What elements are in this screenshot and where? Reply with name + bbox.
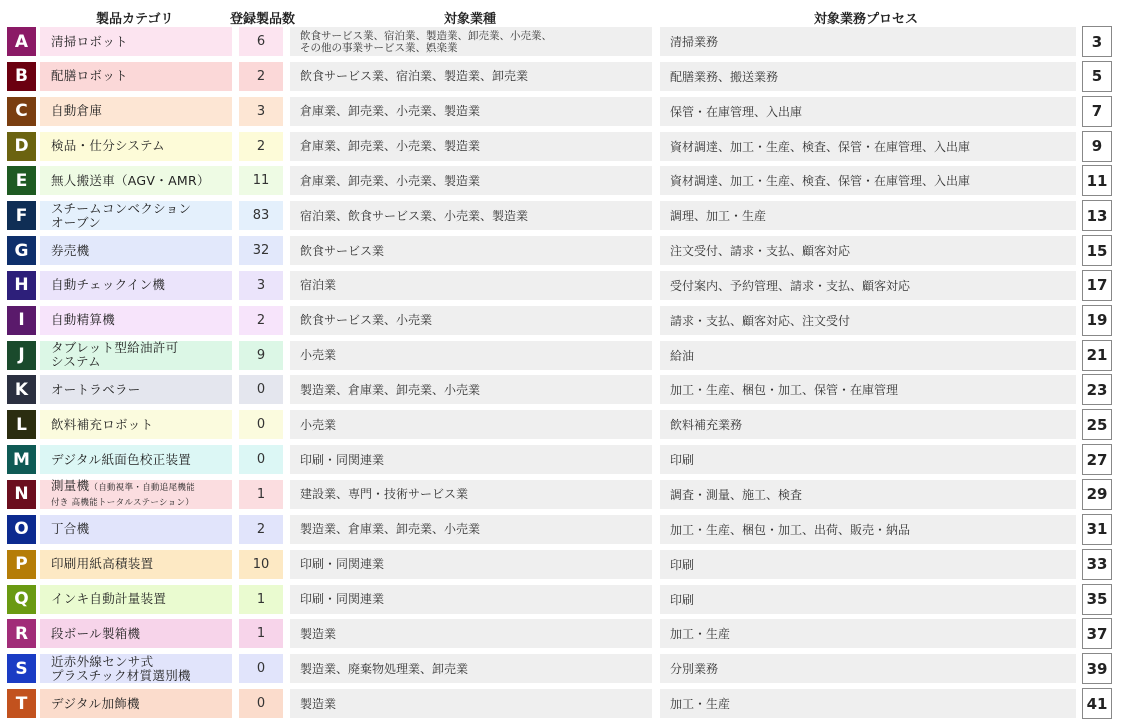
table-row: [0, 269, 1132, 303]
table-row: [0, 304, 1132, 338]
target-industry-cell: [290, 306, 652, 335]
category-name-wrap: [51, 244, 89, 258]
target-industry-text: 印刷・同関連業: [300, 452, 385, 467]
category-name-wrap: [51, 627, 140, 641]
target-industry-text: 倉庫業、卸売業、小売業、製造業: [300, 139, 481, 154]
product-count-cell: 2: [239, 62, 283, 91]
category-name-wrap: [51, 655, 191, 683]
category-name-cell: [40, 62, 232, 91]
category-name: デジタル紙面色校正装置: [51, 451, 192, 467]
target-industry-text: 飲食サービス業: [300, 243, 385, 258]
table-row: [0, 339, 1132, 373]
product-count-cell: 9: [239, 341, 283, 370]
target-process-cell: 印刷: [660, 585, 1076, 614]
target-industry-cell: [290, 515, 652, 544]
table-row: [0, 652, 1132, 686]
category-name-cell: [40, 585, 232, 614]
page-number-link[interactable]: 19: [1082, 305, 1112, 336]
category-name-wrap: [51, 104, 102, 118]
target-process-cell: 請求・支払、顧客対応、注文受付: [660, 306, 1076, 335]
target-industry-cell: [290, 689, 652, 718]
product-count-cell: 32: [239, 236, 283, 265]
target-industry-cell: [290, 62, 652, 91]
target-industry-text: 飲食サービス業、宿泊業、製造業、卸売業: [300, 69, 529, 84]
target-industry-cell: [290, 619, 652, 648]
page-number-link[interactable]: 33: [1082, 549, 1112, 580]
target-process-cell: 分別業務: [660, 654, 1076, 683]
category-letter-badge: T: [7, 689, 36, 718]
category-name-cell: [40, 550, 232, 579]
target-industry-text: 飲食サービス業、宿泊業、製造業、卸売業、小売業、 その他の事業サービス業、娯楽業: [300, 29, 552, 54]
table-row: [0, 548, 1132, 582]
target-industry-cell: [290, 341, 652, 370]
product-count-cell: 0: [239, 410, 283, 439]
category-name: スチームコンベクション オーブン: [51, 200, 192, 230]
category-letter-badge: J: [7, 341, 36, 370]
category-name-wrap: [51, 313, 115, 327]
category-letter-badge: N: [7, 480, 36, 509]
category-name: 印刷用紙高積装置: [51, 556, 154, 572]
category-letter-badge: M: [7, 445, 36, 474]
category-name: 券売機: [51, 242, 90, 258]
product-count-cell: 0: [239, 689, 283, 718]
product-table: [0, 25, 1132, 722]
header-industry: 対象業種: [444, 12, 497, 27]
category-name: インキ自動計量装置: [51, 591, 167, 606]
target-process-cell: 資材調達、加工・生産、検査、保管・在庫管理、入出庫: [660, 166, 1076, 195]
category-name-wrap: [51, 202, 191, 230]
header-category: 製品カテゴリ: [96, 12, 174, 27]
table-row: [0, 583, 1132, 617]
category-name-wrap: [51, 383, 141, 397]
target-industry-cell: [290, 166, 652, 195]
page-number-link[interactable]: 27: [1082, 444, 1112, 475]
product-count-cell: 1: [239, 480, 283, 509]
category-letter-badge: O: [7, 515, 36, 544]
category-name-cell: [40, 480, 232, 509]
target-industry-cell: [290, 97, 652, 126]
category-name-cell: [40, 689, 232, 718]
category-name-cell: [40, 166, 232, 195]
table-row: [0, 164, 1132, 198]
category-name-cell: [40, 341, 232, 370]
category-name-wrap: [51, 418, 153, 432]
category-name: 配膳ロボット: [51, 68, 128, 84]
page-number-link[interactable]: 39: [1082, 653, 1112, 684]
table-row: [0, 95, 1132, 129]
table-row: [0, 199, 1132, 233]
category-name-cell: [40, 201, 232, 230]
category-letter-badge: H: [7, 271, 36, 300]
target-industry-text: 宿泊業、飲食サービス業、小売業、製造業: [300, 208, 529, 223]
target-industry-cell: [290, 201, 652, 230]
header-count: 登録製品数: [230, 12, 296, 27]
category-letter-badge: R: [7, 619, 36, 648]
target-industry-cell: [290, 27, 652, 56]
table-row: [0, 687, 1132, 721]
target-industry-cell: [290, 271, 652, 300]
category-name: デジタル加飾機: [51, 695, 140, 711]
category-name-cell: [40, 410, 232, 439]
category-letter-badge: F: [7, 201, 36, 230]
category-letter-badge: P: [7, 550, 36, 579]
category-name-cell: [40, 132, 232, 161]
category-name-wrap: [51, 592, 166, 606]
category-name-wrap: [51, 139, 165, 153]
product-count-cell: 3: [239, 271, 283, 300]
product-count-cell: 0: [239, 654, 283, 683]
target-process-cell: 印刷: [660, 550, 1076, 579]
product-count-cell: 1: [239, 619, 283, 648]
target-process-cell: 飲料補充業務: [660, 410, 1076, 439]
target-process-cell: 資材調達、加工・生産、検査、保管・在庫管理、入出庫: [660, 132, 1076, 161]
category-name: 段ボール製箱機: [51, 625, 141, 641]
target-process-cell: 加工・生産: [660, 619, 1076, 648]
target-industry-text: 倉庫業、卸売業、小売業、製造業: [300, 104, 481, 119]
page-number-link[interactable]: 5: [1082, 61, 1112, 92]
table-row: [0, 478, 1132, 512]
page-number-link[interactable]: 41: [1082, 688, 1112, 719]
target-process-cell: 給油: [660, 341, 1076, 370]
category-name-cell: [40, 271, 232, 300]
category-name: 無人搬送車（AGV・AMR）: [51, 172, 210, 188]
target-process-cell: 加工・生産: [660, 689, 1076, 718]
page-number-link[interactable]: 25: [1082, 409, 1112, 440]
target-industry-text: 製造業、倉庫業、卸売業、小売業: [300, 382, 481, 397]
header-process: 対象業務プロセス: [814, 12, 919, 27]
category-name: 近赤外線センサ式 プラスチック材質選別機: [51, 653, 191, 683]
table-row: [0, 408, 1132, 442]
category-name-wrap: [51, 174, 210, 188]
category-name: 飲料補充ロボット: [51, 416, 154, 432]
target-industry-text: 倉庫業、卸売業、小売業、製造業: [300, 173, 481, 188]
target-industry-cell: [290, 585, 652, 614]
target-industry-cell: [290, 445, 652, 474]
table-row: [0, 60, 1132, 94]
page-number-link[interactable]: 9: [1082, 131, 1112, 162]
target-industry-text: 印刷・同関連業: [300, 557, 385, 572]
category-name-cell: [40, 445, 232, 474]
target-industry-text: 小売業: [300, 348, 337, 363]
target-process-cell: 印刷: [660, 445, 1076, 474]
page-number-link[interactable]: 13: [1082, 200, 1112, 231]
category-letter-badge: E: [7, 166, 36, 195]
category-name-wrap: [51, 341, 178, 369]
category-name-cell: [40, 97, 232, 126]
target-process-cell: 加工・生産、梱包・加工、保管・在庫管理: [660, 375, 1076, 404]
category-letter-badge: A: [7, 27, 36, 56]
target-industry-text: 小売業: [300, 417, 337, 432]
category-letter-badge: C: [7, 97, 36, 126]
target-industry-text: 製造業: [300, 696, 337, 711]
table-row: [0, 443, 1132, 477]
category-name-wrap: [51, 35, 128, 49]
product-count-cell: 2: [239, 515, 283, 544]
table-row: [0, 617, 1132, 651]
page-number-link[interactable]: 21: [1082, 340, 1112, 371]
category-name-wrap: [51, 479, 195, 509]
target-industry-cell: [290, 410, 652, 439]
table-row: [0, 234, 1132, 268]
target-process-cell: 配膳業務、搬送業務: [660, 62, 1076, 91]
category-letter-badge: L: [7, 410, 36, 439]
page-number-link[interactable]: 11: [1082, 165, 1112, 196]
category-name: 検品・仕分システム: [51, 138, 165, 154]
product-count-cell: 6: [239, 27, 283, 56]
category-letter-badge: I: [7, 306, 36, 335]
product-count-cell: 2: [239, 132, 283, 161]
target-industry-text: 製造業、倉庫業、卸売業、小売業: [300, 522, 481, 537]
category-name-cell: [40, 236, 232, 265]
target-industry-cell: [290, 550, 652, 579]
product-count-cell: 10: [239, 550, 283, 579]
page-number-link[interactable]: 3: [1082, 26, 1112, 57]
category-name-cell: [40, 619, 232, 648]
target-process-cell: 調査・測量、施工、検査: [660, 480, 1076, 509]
table-row: [0, 513, 1132, 547]
category-name: タブレット型給油許可 システム: [51, 340, 179, 370]
target-process-cell: 加工・生産、梱包・加工、出荷、販売・納品: [660, 515, 1076, 544]
target-industry-cell: [290, 236, 652, 265]
product-count-cell: 0: [239, 445, 283, 474]
category-name: 自動倉庫: [51, 103, 103, 119]
product-count-cell: 83: [239, 201, 283, 230]
table-row: [0, 130, 1132, 164]
target-industry-cell: [290, 132, 652, 161]
target-industry-cell: [290, 654, 652, 683]
product-count-cell: 11: [239, 166, 283, 195]
category-name-wrap: [51, 557, 153, 571]
product-count-cell: 2: [239, 306, 283, 335]
target-process-cell: 受付案内、予約管理、請求・支払、顧客対応: [660, 271, 1076, 300]
product-count-cell: 0: [239, 375, 283, 404]
target-industry-text: 建設業、専門・技術サービス業: [300, 487, 469, 502]
page-number-link[interactable]: 23: [1082, 374, 1112, 405]
category-letter-badge: K: [7, 375, 36, 404]
target-industry-cell: [290, 375, 652, 404]
page-number-link[interactable]: 29: [1082, 479, 1112, 510]
category-name-wrap: [51, 69, 128, 83]
category-name-wrap: [51, 697, 140, 711]
category-letter-badge: S: [7, 654, 36, 683]
category-name-cell: [40, 27, 232, 56]
category-name-cell: [40, 654, 232, 683]
category-name: オートラベラー: [51, 381, 141, 397]
category-name: 丁合機: [51, 521, 90, 537]
category-name-wrap: [51, 453, 191, 467]
category-name: 清掃ロボット: [51, 33, 128, 49]
category-name-wrap: [51, 278, 165, 292]
target-process-cell: 注文受付、請求・支払、顧客対応: [660, 236, 1076, 265]
target-process-cell: 保管・在庫管理、入出庫: [660, 97, 1076, 126]
category-name: 自動チェックイン機: [51, 277, 166, 293]
page-number-link[interactable]: 15: [1082, 235, 1112, 266]
page-number-link[interactable]: 35: [1082, 584, 1112, 615]
target-industry-text: 印刷・同関連業: [300, 592, 385, 606]
target-industry-text: 宿泊業: [300, 278, 337, 293]
category-name-cell: [40, 375, 232, 404]
table-row: [0, 25, 1132, 59]
category-letter-badge: D: [7, 132, 36, 161]
target-industry-cell: [290, 480, 652, 509]
page-number-link[interactable]: 31: [1082, 514, 1112, 545]
target-industry-text: 製造業: [300, 626, 337, 641]
page-number-link[interactable]: 17: [1082, 270, 1112, 301]
target-industry-text: 飲食サービス業、小売業: [300, 313, 433, 328]
category-letter-badge: Q: [7, 585, 36, 614]
target-process-cell: 調理、加工・生産: [660, 201, 1076, 230]
product-count-cell: 1: [239, 585, 283, 614]
target-process-cell: 清掃業務: [660, 27, 1076, 56]
category-name: 自動精算機: [51, 312, 116, 328]
category-name: 測量機: [51, 478, 90, 494]
table-row: [0, 373, 1132, 407]
page-number-link[interactable]: 37: [1082, 618, 1112, 649]
product-count-cell: 3: [239, 97, 283, 126]
page-number-link[interactable]: 7: [1082, 96, 1112, 127]
category-letter-badge: B: [7, 62, 36, 91]
target-industry-text: 製造業、廃棄物処理業、卸売業: [300, 661, 469, 676]
category-letter-badge: G: [7, 236, 36, 265]
category-name-cell: [40, 306, 232, 335]
category-name-wrap: [51, 522, 89, 536]
category-name-cell: [40, 515, 232, 544]
category-name-subtitle: （自動視準・自動追尾機能 付き 高機能トータルステーション）: [51, 483, 196, 509]
